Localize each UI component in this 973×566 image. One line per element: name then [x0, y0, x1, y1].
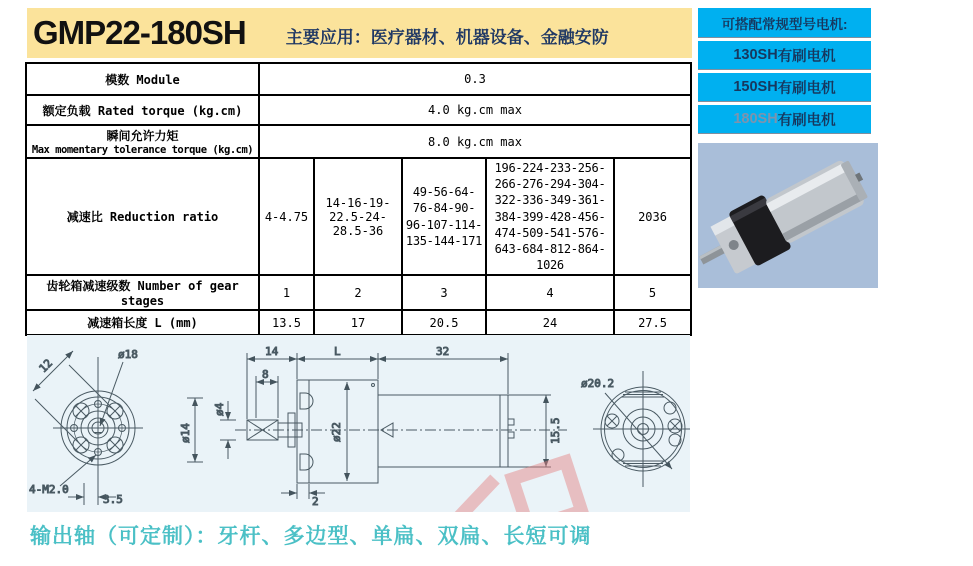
product-header [27, 8, 692, 58]
row-label-en: Max momentary tolerance torque (kg.cm) [31, 144, 254, 156]
spec-table [25, 62, 692, 336]
dim-label-offset: 3.5 [103, 493, 123, 506]
length-2: 17 [314, 310, 402, 335]
sidebar-item-130sh[interactable] [698, 41, 871, 70]
motor-type: 有刷电机 [777, 48, 836, 65]
ratio-stage3: 49-56-64-76-84-90-96-107-114-135-144-171 [402, 158, 486, 275]
table-row [26, 63, 691, 95]
motor-photo [698, 143, 878, 288]
dim-label-dia4: ø4 [213, 402, 226, 416]
length-5: 27.5 [614, 310, 691, 335]
output-shaft-note: 输出轴（可定制）：牙杆、多边型、单扁、双扁、长短可调 [30, 525, 592, 548]
stages-3: 3 [402, 275, 486, 310]
ratio-stage4: 196-224-233-256-266-276-294-304-322-336-349-361-384-399-428-456-474-509-541-576-643-684-812-864-1026 [486, 158, 614, 275]
dim-label-shaft-len: 14 [265, 345, 279, 358]
motor-type: 有刷电机 [777, 80, 836, 97]
watermark [459, 462, 582, 512]
dim-label-motor-len: 32 [436, 345, 450, 358]
motor-photo-image [698, 143, 878, 288]
sidebar-title: 可搭配常规型号电机: [698, 8, 871, 38]
length-4: 24 [486, 310, 614, 335]
motor-type: 有刷电机 [777, 112, 836, 129]
motor-options-panel [698, 8, 871, 134]
row-label: 齿轮箱减速级数 Number of gear stages [26, 275, 259, 310]
table-row [26, 158, 691, 275]
momentary-torque-value: 8.0 kg.cm max [259, 125, 691, 158]
dim-label-dia14: ø14 [179, 423, 192, 443]
row-label: 额定负载 Rated torque (kg.cm) [26, 95, 259, 125]
front-view [29, 348, 143, 506]
dim-label-can-dia: ø20.2 [581, 377, 615, 390]
table-row [26, 125, 691, 158]
module-value: 0.3 [259, 63, 691, 95]
dim-label-screw-spec: 4-M2.0 [29, 483, 69, 496]
technical-drawing [27, 335, 690, 512]
dim-label-motor-dia: 15.5 [549, 417, 562, 444]
applications-text: 主要应用：医疗器材、机器设备、金融安防 [285, 27, 609, 47]
product-model: GMP22-180SH [33, 14, 246, 51]
row-label-zh: 瞬间允许力矩 [106, 129, 179, 143]
length-1: 13.5 [259, 310, 314, 335]
dimension-drawing [27, 335, 690, 512]
dim-label-flat-len: 8 [262, 368, 269, 381]
table-row [26, 275, 691, 310]
row-label: 减速比 Reduction ratio [26, 158, 259, 275]
stages-1: 1 [259, 275, 314, 310]
rear-view [581, 371, 690, 487]
length-3: 20.5 [402, 310, 486, 335]
dim-label-gearbox-len: L [334, 345, 341, 358]
stages-4: 4 [486, 275, 614, 310]
table-row [26, 310, 691, 335]
table-row [26, 95, 691, 125]
row-label [26, 125, 259, 158]
dim-label-plate-thk: 2 [312, 495, 319, 508]
motor-model: 150SH [733, 79, 778, 95]
stages-2: 2 [314, 275, 402, 310]
sidebar-item-180sh[interactable] [698, 105, 871, 134]
dim-label-flange-dia: ø18 [118, 348, 138, 361]
motor-model: 130SH [733, 47, 778, 63]
ratio-stage1: 4-4.75 [259, 158, 314, 275]
dim-label-gearbox-dia: ø22 [330, 422, 343, 442]
stages-5: 5 [614, 275, 691, 310]
rated-torque-value: 4.0 kg.cm max [259, 95, 691, 125]
dim-label-12: 12 [36, 356, 56, 376]
motor-model: 180SH [733, 111, 778, 127]
ratio-stage5: 2036 [614, 158, 691, 275]
row-label: 模数 Module [26, 63, 259, 95]
row-label: 减速箱长度 L (mm) [26, 310, 259, 335]
sidebar-item-150sh[interactable] [698, 73, 871, 102]
ratio-stage2: 14-16-19-22.5-24-28.5-36 [314, 158, 402, 275]
